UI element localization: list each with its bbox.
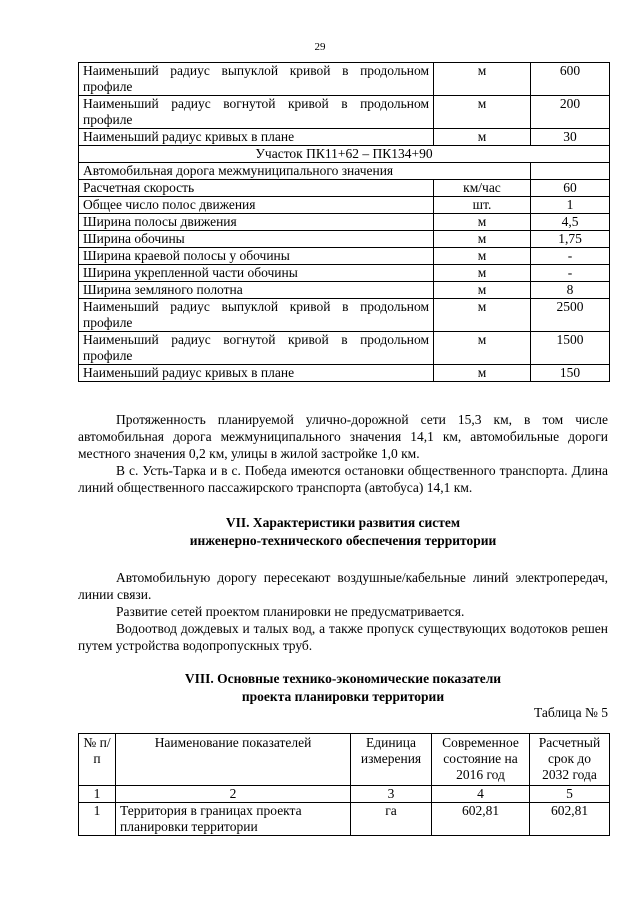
parameter-unit: шт. xyxy=(434,197,531,214)
numbering-cell: 3 xyxy=(351,786,432,803)
parameter-name: Наименьший радиус выпуклой кривой в продольном профиле xyxy=(79,299,434,332)
paragraph-power-lines-text: Автомобильную дорогу пересекают воздушные/кабельные линий электропередач, линии связи. xyxy=(78,570,608,602)
header-number: № п/п xyxy=(79,734,116,786)
parameter-unit: м xyxy=(434,96,531,129)
header-current: Современное состояние на 2016 год xyxy=(432,734,530,786)
paragraph-transport: В с. Усть-Тарка и в с. Победа имеются остановки общественного транспорта. Длина линий общественного пассажирского транспорта (автобуса) 14,1 км. xyxy=(78,463,608,495)
table-caption: Таблица № 5 xyxy=(534,705,608,720)
paragraph-networks: Развитие сетей проектом планировки не предусматривается. xyxy=(116,604,465,619)
section-title: Участок ПК11+62 – ПК134+90 xyxy=(79,146,610,163)
page-number: 29 xyxy=(314,41,326,53)
parameter-value: 200 xyxy=(531,96,610,129)
parameter-unit: м xyxy=(434,248,531,265)
table-row xyxy=(79,265,610,282)
parameter-value: - xyxy=(531,248,610,265)
numbering-cell: 4 xyxy=(432,786,530,803)
parameter-name: Ширина краевой полосы у обочины xyxy=(79,248,434,265)
table-row xyxy=(79,248,610,265)
table-row xyxy=(79,282,610,299)
parameter-value: 150 xyxy=(531,365,610,382)
parameter-name: Ширина полосы движения xyxy=(79,214,434,231)
section-8-heading-line2: проекта планировки территории xyxy=(241,689,445,704)
table-row xyxy=(79,299,610,332)
table-row xyxy=(79,214,610,231)
parameter-name: Наименьший радиус кривых в плане xyxy=(79,365,434,382)
parameter-unit: м xyxy=(434,282,531,299)
table-row xyxy=(79,96,610,129)
road-parameters-table xyxy=(78,62,610,382)
numbering-cell: 1 xyxy=(79,786,116,803)
table-row xyxy=(79,63,610,96)
table-row xyxy=(79,803,610,836)
parameter-value: 8 xyxy=(531,282,610,299)
table-row xyxy=(79,197,610,214)
row-current: 602,81 xyxy=(432,803,530,836)
parameter-name: Наименьший радиус кривых в плане xyxy=(79,129,434,146)
parameter-unit: м xyxy=(434,299,531,332)
section-7-heading xyxy=(78,514,608,550)
parameter-name: Наименьший радиус вогнутой кривой в продольном профиле xyxy=(79,332,434,365)
parameter-unit: м xyxy=(434,365,531,382)
row-unit: га xyxy=(351,803,432,836)
indicators-table xyxy=(78,733,610,836)
row-planned: 602,81 xyxy=(530,803,610,836)
parameter-value: 600 xyxy=(531,63,610,96)
parameter-unit: м xyxy=(434,265,531,282)
table-row xyxy=(79,231,610,248)
parameter-unit: м xyxy=(434,231,531,248)
parameter-value: 1500 xyxy=(531,332,610,365)
parameter-unit: м xyxy=(434,332,531,365)
parameter-name: Общее число полос движения xyxy=(79,197,434,214)
paragraph-road-network: Протяженность планируемой улично-дорожной сети 15,3 км, в том числе автомобильная дорога межмуниципального значения 14,1 км, автомобильные дороги местного значения 0,2 км, улицы в жилой застройке 1,0 км. xyxy=(78,412,608,461)
section-7-heading-line1: VII. Характеристики развития систем xyxy=(225,515,461,530)
parameter-value: 4,5 xyxy=(531,214,610,231)
parameter-name: Расчетная скорость xyxy=(79,180,434,197)
table-header-row xyxy=(79,734,610,786)
parameter-value: - xyxy=(531,265,610,282)
table-row xyxy=(79,129,610,146)
row-number: 1 xyxy=(79,803,116,836)
table-row xyxy=(79,332,610,365)
parameter-unit: м xyxy=(434,129,531,146)
parameter-value: 30 xyxy=(531,129,610,146)
section-7-heading-line2: инженерно-технического обеспечения территории xyxy=(189,533,497,548)
numbering-cell: 2 xyxy=(116,786,351,803)
table-row xyxy=(79,365,610,382)
row-name: Территория в границах проекта планировки территории xyxy=(116,803,351,836)
parameter-unit: км/час xyxy=(434,180,531,197)
parameter-name: Наименьший радиус выпуклой кривой в продольном профиле xyxy=(79,63,434,96)
table-row xyxy=(79,163,610,180)
paragraph-power-lines xyxy=(78,569,608,603)
parameter-value: 1,75 xyxy=(531,231,610,248)
section-8-heading xyxy=(78,670,608,706)
parameter-value: 60 xyxy=(531,180,610,197)
parameter-name: Ширина обочины xyxy=(79,231,434,248)
parameter-unit: м xyxy=(434,63,531,96)
parameter-unit: м xyxy=(434,214,531,231)
parameter-value: 2500 xyxy=(531,299,610,332)
section-8-heading-line1: VIII. Основные технико-экономические показатели xyxy=(184,671,502,686)
parameter-value: 1 xyxy=(531,197,610,214)
header-planned: Расчетный срок до 2032 года xyxy=(530,734,610,786)
header-unit: Единица измерения xyxy=(351,734,432,786)
table-numbering-row xyxy=(79,786,610,803)
parameter-name: Ширина укрепленной части обочины xyxy=(79,265,434,282)
table-row xyxy=(79,146,610,163)
paragraph-drainage: Водоотвод дождевых и талых вод, а также пропуск существующих водотоков решен путем устройства водопропускных труб. xyxy=(78,621,608,653)
numbering-cell: 5 xyxy=(530,786,610,803)
header-name: Наименование показателей xyxy=(116,734,351,786)
parameter-name: Ширина земляного полотна xyxy=(79,282,434,299)
parameter-name: Наименьший радиус вогнутой кривой в продольном профиле xyxy=(79,96,434,129)
subsection-title: Автомобильная дорога межмуниципального значения xyxy=(79,163,531,180)
table-row xyxy=(79,180,610,197)
